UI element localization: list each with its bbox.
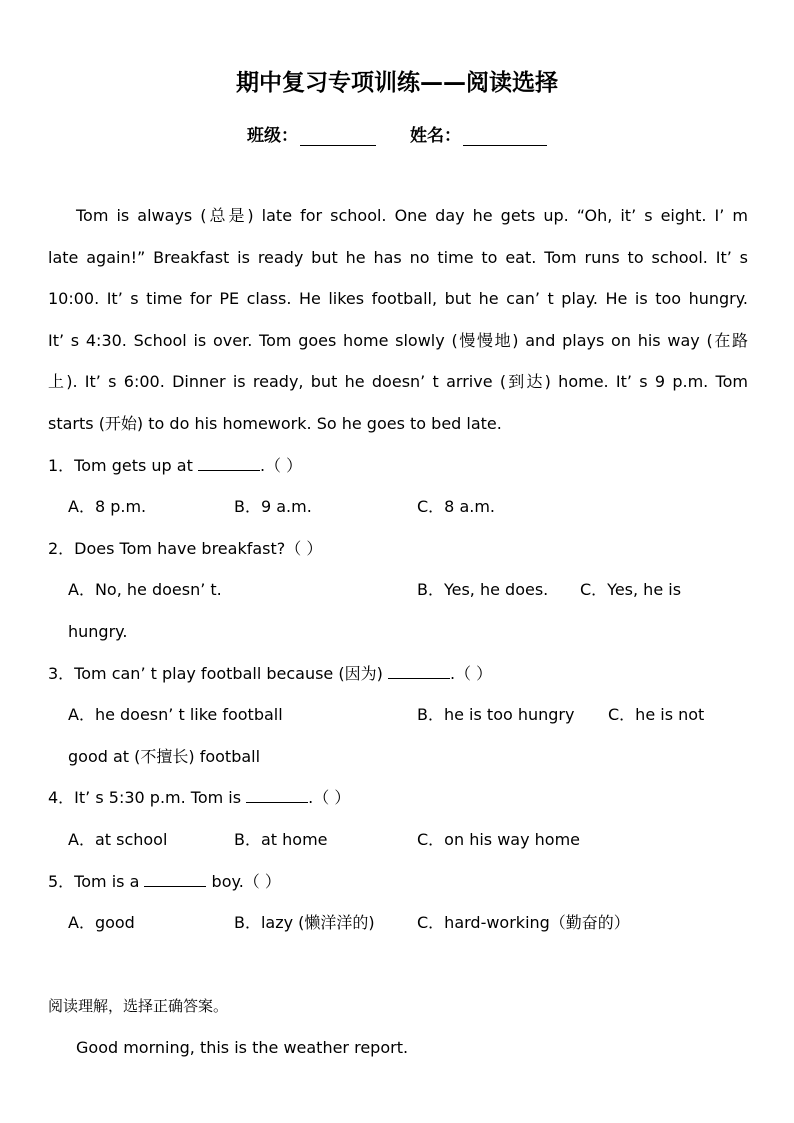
passage-line: starts (开始) to do his homework. So he goes to bed late. (48, 414, 502, 433)
q4-option-a[interactable]: A．at school (68, 830, 168, 849)
q3-option-c-continuation: good at (不擅长) football (68, 747, 261, 766)
q3-option-a[interactable]: A．he doesn’ t like football (68, 705, 283, 724)
section-2-instruction: 阅读理解，选择正确答案。 (48, 997, 229, 1015)
q4-option-b[interactable]: B．at home (234, 830, 328, 849)
q5-option-c[interactable]: C．hard-working（勤奋的） (417, 913, 630, 932)
answer-blank[interactable] (144, 873, 206, 887)
q1-option-b[interactable]: B．9 a.m. (234, 497, 312, 516)
question-2-stem: 2．Does Tom have breakfast?（ ） (48, 539, 323, 558)
q5-option-b[interactable]: B．lazy (懒洋洋的) (234, 913, 375, 932)
question-4-stem: 4．It’ s 5:30 p.m. Tom is .（ ） (48, 788, 351, 807)
q1-option-a[interactable]: A．8 p.m. (68, 497, 147, 516)
section-2-passage-line: Good morning, this is the weather report. (76, 1038, 409, 1057)
q2-option-c[interactable]: C．Yes, he is (580, 580, 682, 599)
name-label: 姓名： (410, 126, 461, 146)
q2-option-c-continuation: hungry. (68, 622, 128, 641)
q3-option-c[interactable]: C．he is not (608, 705, 705, 724)
q2-option-b[interactable]: B．Yes, he does. (417, 580, 549, 599)
answer-blank[interactable] (198, 457, 260, 471)
answer-blank[interactable] (246, 789, 308, 803)
class-blank[interactable] (300, 131, 376, 146)
name-blank[interactable] (463, 131, 547, 146)
q1-option-c[interactable]: C．8 a.m. (417, 497, 496, 516)
passage-line: Tom is always (总是) late for school. One day he gets up. “Oh, it’ s eight. I’ m (76, 206, 748, 225)
passage-line: late again!” Breakfast is ready but he has no time to eat. Tom runs to school. It’ s (48, 248, 748, 267)
passage-line: It’ s 4:30. School is over. Tom goes home slowly (慢慢地) and plays on his way (在路 (48, 331, 748, 350)
passage-line: 10:00. It’ s time for PE class. He likes football, but he can’ t play. He is too hungry. (48, 289, 748, 308)
passage-line: 上). It’ s 6:00. Dinner is ready, but he doesn’ t arrive (到达) home. It’ s 9 p.m. Tom (48, 372, 748, 391)
question-3-stem: 3．Tom can’ t play football because (因为) .（ ） (48, 664, 493, 683)
question-5-stem: 5．Tom is a boy.（ ） (48, 872, 281, 891)
class-label: 班级： (247, 126, 298, 146)
question-1-stem: 1．Tom gets up at .（ ） (48, 456, 303, 475)
q4-option-c[interactable]: C．on his way home (417, 830, 581, 849)
page-title: 期中复习专项训练——阅读选择 (236, 70, 558, 96)
q2-option-a[interactable]: A．No, he doesn’ t. (68, 580, 222, 599)
q3-option-b[interactable]: B．he is too hungry (417, 705, 575, 724)
answer-blank[interactable] (388, 665, 450, 679)
student-info-line (0, 121, 794, 146)
q5-option-a[interactable]: A．good (68, 913, 135, 932)
